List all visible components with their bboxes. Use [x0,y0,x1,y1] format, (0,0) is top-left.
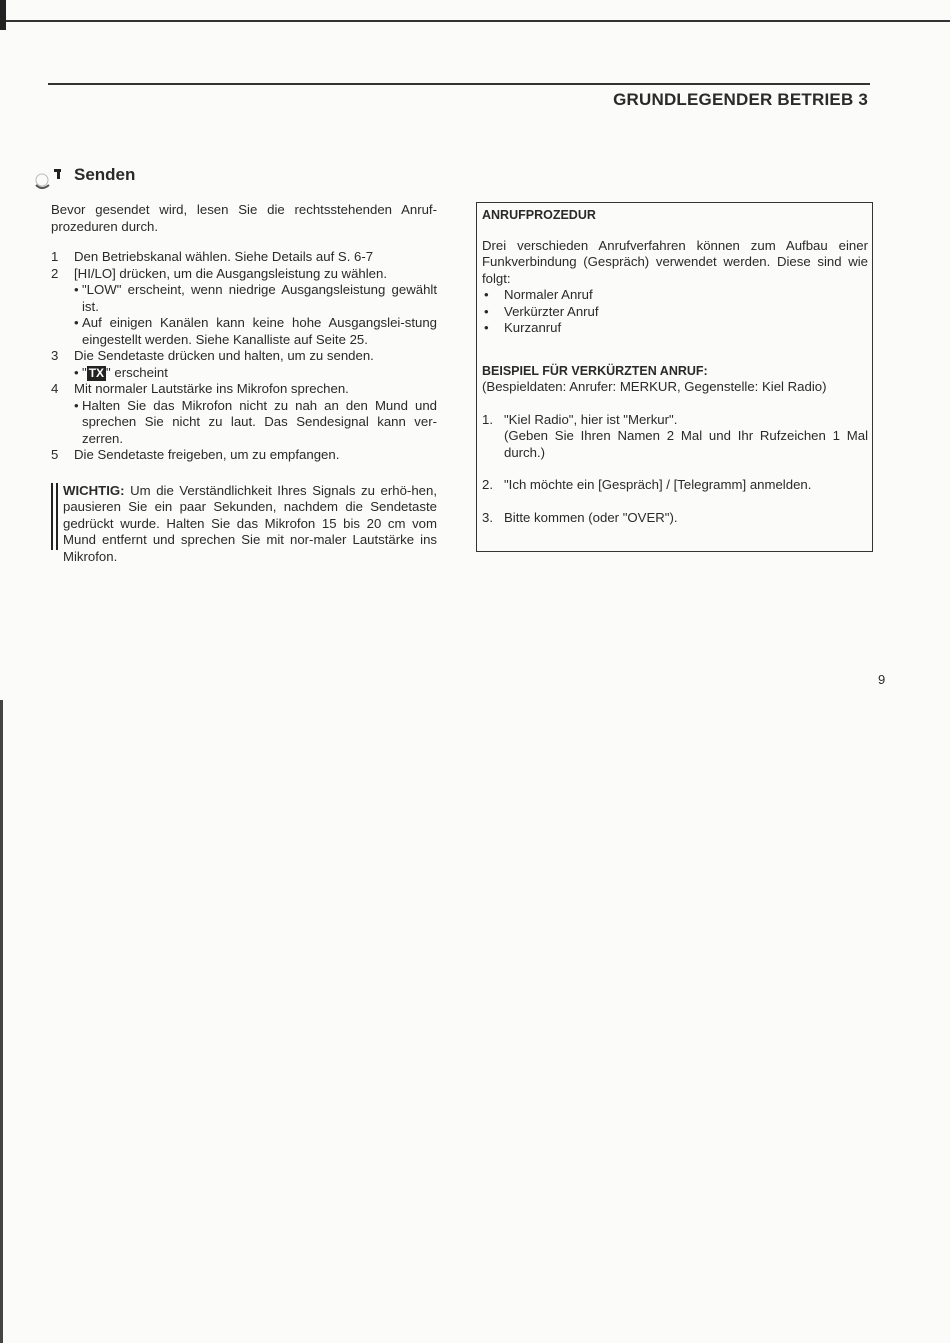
example-step [482,510,868,527]
corner-marker-icon [34,167,62,189]
step-item [51,381,437,398]
example-step-number: 1. [482,411,493,427]
call-procedure-box [476,202,873,552]
sub-bullet-text: Halten Sie das Mikrofon nicht zu nah an den Mund und sprechen Sie nicht zu laut. Das Sendesignal kann ver-zerren. [82,397,437,446]
step-text: Mit normaler Lautstärke ins Mikrofon sprechen. [74,381,349,396]
example-step-detail [482,428,868,461]
step-text: Den Betriebskanal wählen. Siehe Details auf S. 6-7 [74,249,374,264]
step-item [51,348,437,365]
sub-bullet [51,315,437,348]
scan-edge-left-top [0,0,6,30]
list-item [482,320,868,337]
step-number: 2 [51,265,59,281]
box-heading: ANRUFPROZEDUR [482,208,596,222]
note-text: Um die Verständlichkeit Ihres Signals zu erhö-hen, pausieren Sie ein paar Sekunden, nachdem die Sendetaste gedrückt wurde. Halten Sie das Mikrofon 15 bis 20 cm vom Mund entfernt und sprechen Sie mit nor-maler Lautstärke ins Mikrofon. [63,482,437,564]
example-step-number: 2. [482,477,493,492]
bullet-dot: • [484,287,489,302]
list-item [482,304,868,321]
scan-edge-top [0,20,950,22]
left-column [51,202,437,565]
example-step [482,477,868,494]
list-item-text: Verkürzter Anruf [504,303,599,319]
example-step [482,412,868,429]
list-item-text: Kurzanruf [504,320,562,335]
example-subheading: (Bespieldaten: Anrufer: MERKUR, Gegenstelle: Kiel Radio) [482,379,827,394]
sub-bullet [51,398,437,448]
bullet-dot: • [484,320,489,335]
scan-edge-left [0,700,3,1343]
note-label: WICHTIG: [63,482,125,498]
example-step-extra: (Geben Sie Ihren Namen 2 Mal und Ihr Rufzeichen 1 Mal durch.) [504,428,868,460]
example-step-text: Bitte kommen (oder "OVER"). [504,509,678,525]
example-heading: BEISPIEL FÜR VERKÜRZTEN ANRUF: [482,363,708,378]
note-bar [51,483,53,550]
step-text: Die Sendetaste freigeben, um zu empfangen. [74,447,340,462]
page-number: 9 [878,672,886,687]
step-text: [HI/LO] drücken, um die Ausgangsleistung zu wählen. [74,265,388,281]
bullet-dot: • [74,315,79,330]
box-intro: Drei verschieden Anrufverfahren können zum Aufbau einer Funkverbindung (Gespräch) verwendet werden. Diese sind wie folgt: [482,237,868,286]
sub-bullet-text: " erscheint [106,364,168,380]
intro-paragraph: Bevor gesendet wird, lesen Sie die rechtsstehenden Anruf-prozeduren durch. [51,202,437,234]
step-item [51,447,437,464]
bullet-dot: • [74,282,79,297]
quote-open: " [82,364,87,380]
section-title: Senden [74,165,136,184]
step-text: Die Sendetaste drücken und halten, um zu senden. [74,348,374,363]
list-item [482,287,868,304]
bullet-dot: • [74,364,79,380]
page-header-title: GRUNDLEGENDER BETRIEB 3 [613,90,868,109]
sub-bullet-text: Auf einigen Kanälen kann keine hohe Ausgangslei-stung eingestellt werden. Siehe Kanalliste auf Seite 25. [82,315,437,347]
sub-bullet [51,365,437,382]
note-bar [56,483,58,550]
step-number: 3 [51,348,59,363]
bullet-dot: • [74,397,79,413]
step-item [51,249,437,266]
header-rule [48,83,870,85]
example-step-number: 3. [482,509,493,525]
important-note [51,483,437,566]
example-step-text: "Ich möchte ein [Gespräch] / [Telegramm] anmelden. [504,477,812,492]
step-number: 1 [51,249,59,264]
sub-bullet [51,282,437,315]
step-item [51,266,437,283]
step-number: 5 [51,447,59,462]
example-step-text: "Kiel Radio", hier ist "Merkur". [504,411,678,427]
step-number: 4 [51,381,59,396]
list-item-text: Normaler Anruf [504,287,593,302]
bullet-dot: • [484,303,489,319]
tx-indicator-icon: TX [88,365,105,380]
sub-bullet-text: "LOW" erscheint, wenn niedrige Ausgangsleistung gewählt ist. [82,282,437,314]
